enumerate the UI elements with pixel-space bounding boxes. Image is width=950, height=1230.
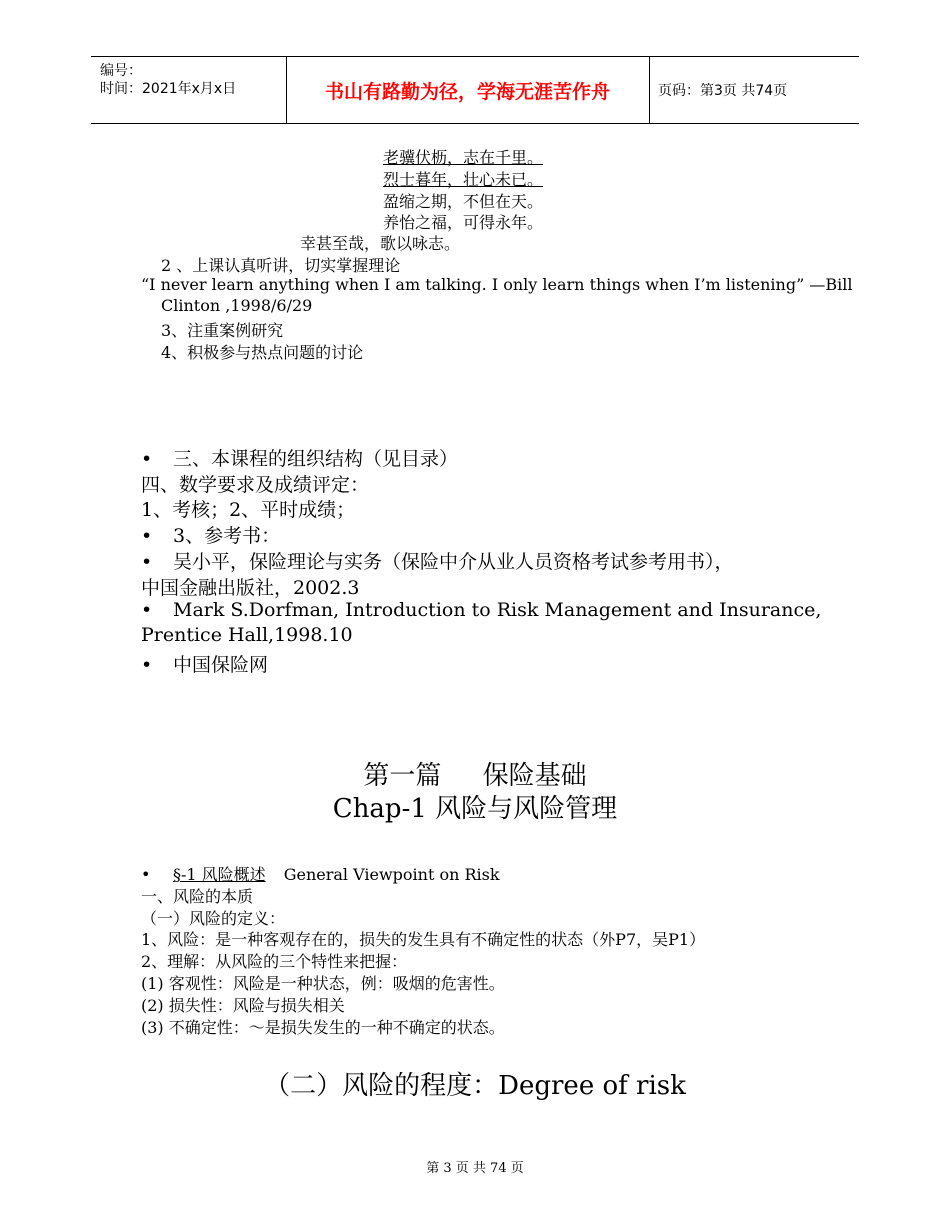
study-item-4: 4、积极参与热点问题的讨论 (161, 343, 364, 362)
degree-heading: （二）风险的程度：Degree of risk (264, 1071, 686, 1101)
bullet: • (141, 525, 153, 547)
definition-2: 2、理解：从风险的三个特性来把握： (141, 952, 408, 971)
trait-3: (3) 不确定性：～是损失发生的一种不确定的状态。 (141, 1018, 505, 1037)
header-page-info: 页码：第3页 共74页 (658, 83, 788, 99)
section-heading (141, 862, 500, 885)
reference-1-line-1 (141, 547, 734, 574)
quote-line-2: Clinton ,1998/6/29 (161, 296, 313, 315)
number-label: 编号： (100, 63, 142, 79)
trait-2: (2) 损失性：风险与损失相关 (141, 996, 345, 1015)
section-heading-en: General Viewpoint on Risk (283, 865, 500, 884)
bullet: • (141, 599, 153, 621)
study-item-3: 3、注重案例研究 (161, 321, 284, 340)
time-label: 时间：2021年x月x日 (100, 81, 237, 97)
reference-1-text: 吴小平，保险理论与实务（保险中介从业人员资格考试参考用书）， (173, 551, 734, 573)
page-header (91, 56, 859, 124)
header-motto: 书山有路勤为径，学海无涯苦作舟 (286, 57, 650, 123)
bullet: • (141, 654, 153, 676)
references-heading (141, 521, 280, 548)
references-text: 3、参考书： (173, 525, 281, 547)
subsection-1: 一、风险的本质 (141, 887, 254, 906)
trait-1: (1) 客观性：风险是一种状态，例：吸烟的危害性。 (141, 974, 505, 993)
reference-3 (141, 650, 268, 677)
poem-line-4: 养怡之福，可得永年。 (383, 213, 544, 232)
math-requirements: 四、数学要求及成绩评定： (141, 474, 370, 496)
reference-1-line-2: 中国金融出版社，2002.3 (141, 577, 360, 599)
reference-2-text: Mark S.Dorfman, Introduction to Risk Management and Insurance, (173, 599, 822, 621)
grading: 1、考核；2、平时成绩； (141, 499, 356, 521)
definition-1: 1、风险：是一种客观存在的，损失的发生具有不确定性的状态（外P7，吴P1） (141, 930, 706, 949)
subsection-1-1: （一）风险的定义： (141, 909, 286, 928)
header-meta (91, 57, 287, 123)
chapter-title: Chap-1 风险与风险管理 (332, 794, 618, 824)
poem-line-2: 烈士暮年，壮心未已。 (383, 170, 544, 189)
quote-line-1: “I never learn anything when I am talking. I only learn things when I’m listening” —Bill (141, 275, 853, 294)
study-item-2: 2 、上课认真听讲，切实掌握理论 (161, 256, 401, 275)
poem-line-3: 盈缩之期，不但在天。 (383, 192, 544, 211)
bullet: • (141, 865, 151, 884)
part-title: 第一篇 保险基础 (363, 761, 587, 791)
course-structure (141, 444, 458, 471)
poem-line-1: 老骥伏枥，志在千里。 (383, 148, 544, 167)
bullet: • (141, 551, 153, 573)
poem-line-5: 幸甚至哉，歌以咏志。 (300, 234, 461, 253)
reference-2-line-2: Prentice Hall,1998.10 (141, 624, 353, 646)
reference-2-line-1 (141, 599, 821, 621)
bullet: • (141, 448, 153, 470)
course-structure-text: 三、本课程的组织结构（见目录） (173, 448, 459, 470)
page-footer: 第 3 页 共 74 页 (426, 1161, 524, 1176)
section-heading-cn: §-1 风险概述 (173, 865, 266, 884)
reference-3-text: 中国保险网 (173, 654, 269, 676)
